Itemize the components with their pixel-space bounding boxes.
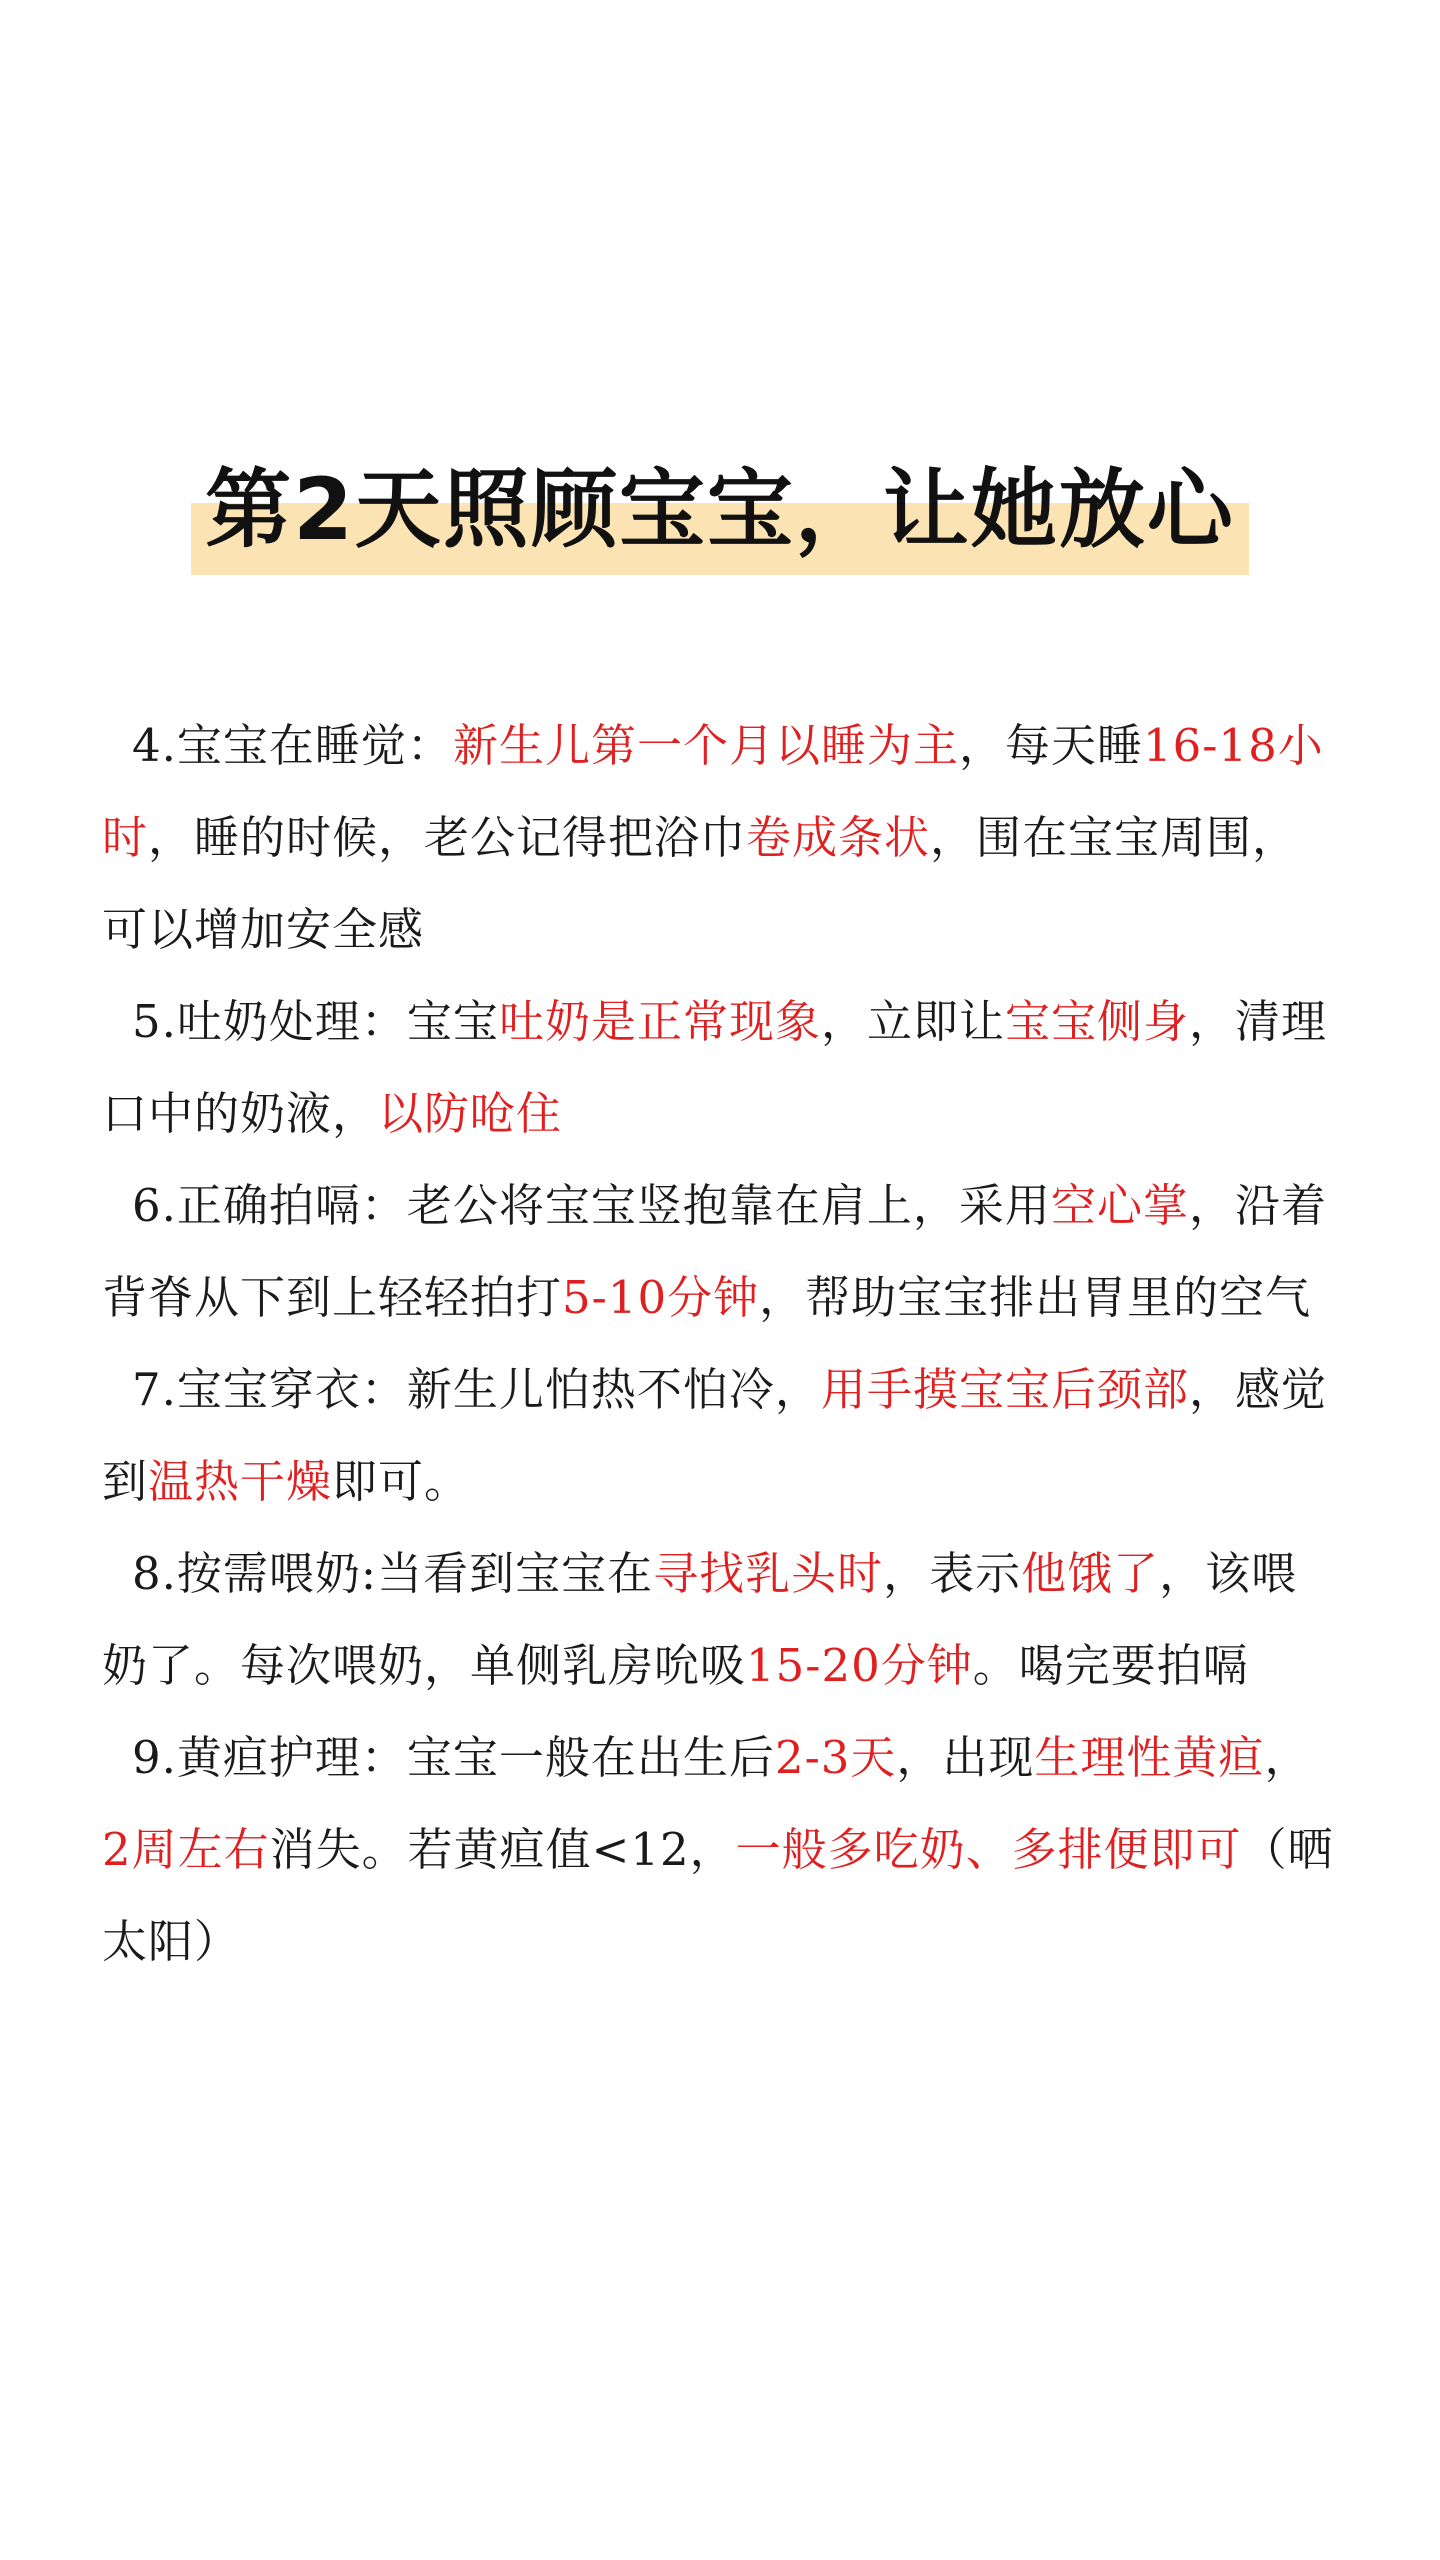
body-text: 8.按需喂奶:当看到宝宝在 [132,1547,654,1600]
highlighted-text: 宝宝侧身 [1004,995,1189,1048]
care-tip-item [102,976,1340,1160]
body-text: 9.黄疸护理：宝宝一般在出生后 [132,1731,775,1784]
body-text: ， [1264,1731,1311,1784]
highlighted-text: 吐奶是正常现象 [498,995,821,1048]
highlighted-text: 空心掌 [1050,1179,1189,1232]
highlighted-text: 一般多吃奶、多排便即可 [735,1823,1242,1876]
body-text: 消失。若黄疸值<12， [269,1823,736,1876]
highlighted-text: 卷成条状 [746,811,931,864]
body-text: ，该喂奶了。每次喂奶，单侧乳房吮吸 [102,1547,1298,1692]
body-text: ，出现 [896,1731,1035,1784]
body-text: 5.吐奶处理：宝宝 [132,995,499,1048]
highlighted-text: 2-3天 [774,1731,897,1784]
body-text: ，沿着背脊从下到上轻轻拍打 [102,1179,1327,1324]
highlighted-text: 以防呛住 [378,1087,563,1140]
care-tip-item [102,1160,1340,1344]
page-title: 第2天照顾宝宝，让她放心 [191,445,1249,575]
care-tip-item [102,1344,1340,1528]
body-text: （晒太阳） [102,1823,1334,1968]
care-tip-item [102,1528,1340,1712]
highlighted-text: 2周左右 [102,1823,270,1876]
body-text: 6.正确拍嗝：老公将宝宝竖抱靠在肩上，采用 [132,1179,1051,1232]
body-text: ，每天睡 [958,719,1143,772]
highlighted-text: 生理性黄疸 [1034,1731,1265,1784]
highlighted-text: 他饿了 [1021,1547,1160,1600]
body-text: ，立即让 [820,995,1005,1048]
care-tip-item [102,700,1340,976]
highlighted-text: 温热干燥 [148,1455,333,1508]
care-tips-list [102,700,1340,1988]
highlighted-text: 寻找乳头时 [653,1547,884,1600]
body-text: ，围在宝宝周围，可以增加安全感 [102,811,1299,956]
body-text: ，帮助宝宝排出胃里的空气 [759,1271,1312,1324]
body-text: 即可。 [332,1455,471,1508]
body-text: ，感觉到 [102,1363,1327,1508]
care-tip-item [102,1712,1340,1988]
highlighted-text: 16-18小时 [102,719,1324,864]
body-text: 7.宝宝穿衣：新生儿怕热不怕冷， [132,1363,821,1416]
highlighted-text: 用手摸宝宝后颈部 [820,1363,1189,1416]
highlighted-text: 新生儿第一个月以睡为主 [452,719,959,772]
body-text: ，清理口中的奶液， [102,995,1327,1140]
body-text: ，表示 [883,1547,1022,1600]
body-text: 4.宝宝在睡觉： [132,719,453,772]
body-text: 。喝完要拍嗝 [972,1639,1249,1692]
body-text: ，睡的时候，老公记得把浴巾 [148,811,747,864]
title-block [0,445,1440,575]
highlighted-text: 15-20分钟 [746,1639,973,1692]
highlighted-text: 5-10分钟 [562,1271,760,1324]
